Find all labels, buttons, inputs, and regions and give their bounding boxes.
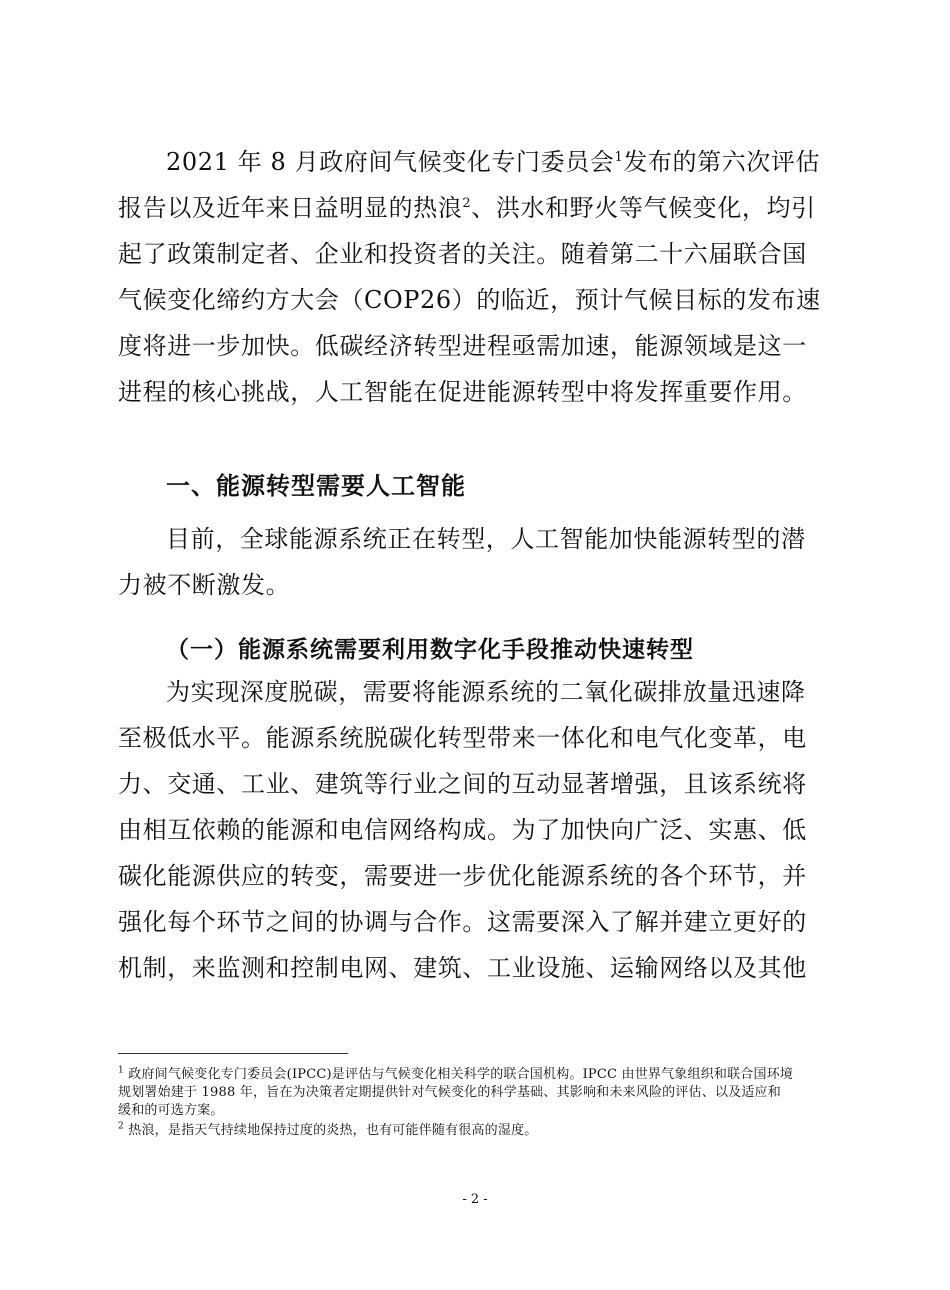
intro-line xyxy=(118,185,832,231)
intro-line: 进程的核心挑战，人工智能在促进能源转型中将发挥重要作用。 xyxy=(118,378,807,406)
intro-line: 气候变化缔约方大会（COP26）的临近，预计气候目标的发布速 xyxy=(118,286,821,314)
subsection-line: 至极低水平。能源系统脱碳化转型带来一体化和电气化变革，电 xyxy=(118,724,807,752)
intro-text: 发布的第六次评估 xyxy=(623,148,821,176)
subsection-line: 碳化能源供应的转变，需要进一步优化能源系统的各个环节，并 xyxy=(118,862,807,890)
subsection-line: 机制，来监测和控制电网、建筑、工业设施、运输网络以及其他 xyxy=(118,954,807,982)
section-paragraph xyxy=(118,516,832,608)
intro-text: 报告以及近年来日益明显的热浪 xyxy=(118,194,463,222)
footnote-text: 热浪，是指天气持续地保持过度的炎热，也有可能伴随有很高的湿度。 xyxy=(128,1123,538,1138)
subsection-paragraph xyxy=(118,669,832,991)
intro-text: 、洪水和野火等气候变化，均引 xyxy=(471,194,816,222)
subsection-line: 由相互依赖的能源和电信网络构成。为了加快向广泛、实惠、低 xyxy=(118,816,807,844)
footnote-text: 缓和的可选方案。 xyxy=(118,1103,224,1118)
intro-line: 度将进一步加快。低碳经济转型进程亟需加速，能源领域是这一 xyxy=(118,332,807,360)
intro-paragraph xyxy=(118,139,832,415)
footnote-2 xyxy=(118,1122,832,1140)
subsection-line: 力、交通、工业、建筑等行业之间的互动显著增强，且该系统将 xyxy=(118,770,807,798)
intro-line: 起了政策制定者、企业和投资者的关注。随着第二十六届联合国 xyxy=(118,240,807,268)
subsection-line: 强化每个环节之间的协调与合作。这需要深入了解并建立更好的 xyxy=(118,908,807,936)
footnote-divider xyxy=(118,1053,348,1054)
subsection-heading: （一）能源系统需要利用数字化手段推动快速转型 xyxy=(166,637,694,663)
footnote-text: 政府间气候变化专门委员会(IPCC)是评估与气候变化相关科学的联合国机构。IPCC 由世界气象组织和联合国环境 xyxy=(128,1067,794,1082)
footnote-ref[interactable]: 2 xyxy=(462,196,472,211)
subsection-line: 为实现深度脱碳，需要将能源系统的二氧化碳排放量迅速降 xyxy=(166,678,806,706)
footnote-ref[interactable]: 1 xyxy=(614,150,624,165)
section-line: 力被不断激发。 xyxy=(118,571,291,599)
section-heading: 一、能源转型需要人工智能 xyxy=(166,472,466,500)
section-line: 目前，全球能源系统正在转型，人工智能加快能源转型的潜 xyxy=(166,525,806,553)
footnote-mark: 1 xyxy=(118,1065,124,1076)
footnote-1 xyxy=(118,1066,832,1120)
intro-text: 2021 年 8 月政府间气候变化专门委员会 xyxy=(166,148,615,176)
footnote-mark: 2 xyxy=(118,1121,124,1132)
footnote-text: 规划署始建于 1988 年，旨在为决策者定期提供针对气候变化的科学基础、其影响和未来风险的评估、以及适应和 xyxy=(118,1085,781,1100)
page-number: - 2 - xyxy=(462,1192,488,1207)
intro-line xyxy=(118,139,832,185)
